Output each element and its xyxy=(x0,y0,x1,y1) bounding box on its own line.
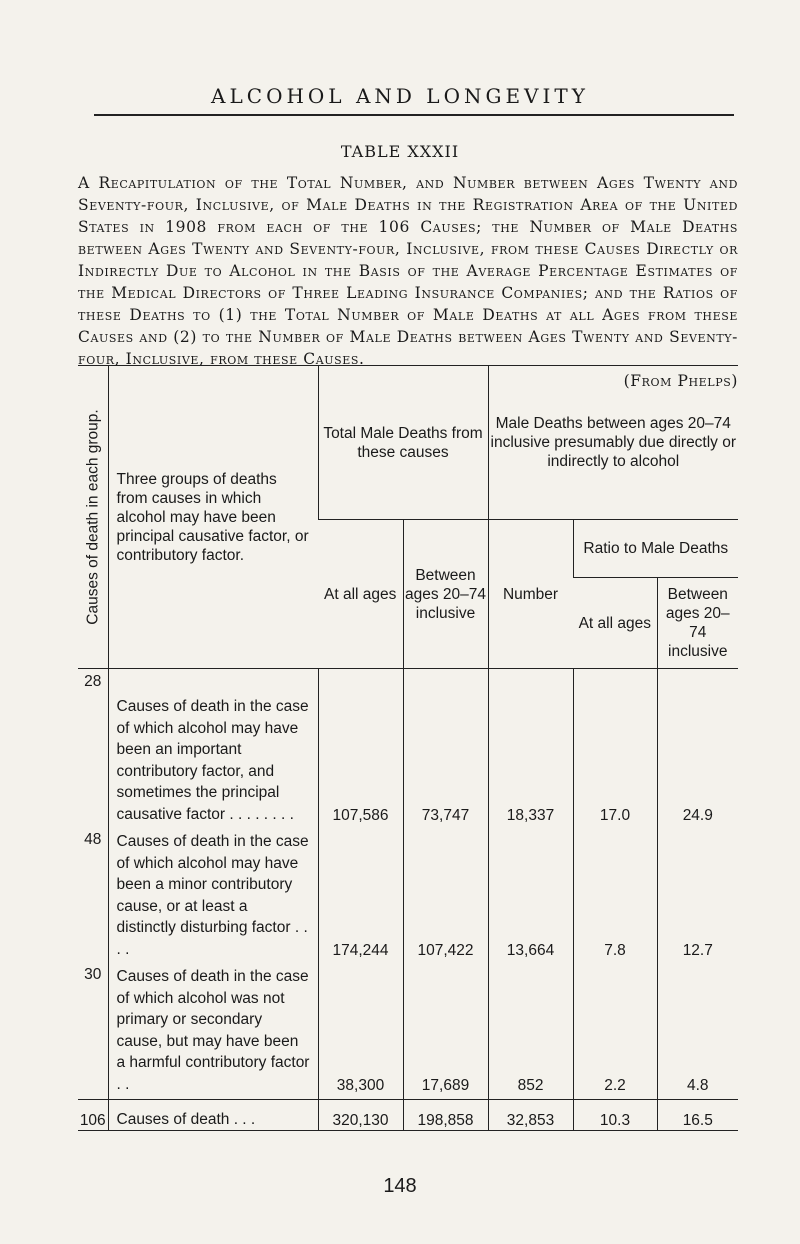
row-between: 17,689 xyxy=(403,960,488,1100)
header-row-1 xyxy=(78,366,738,520)
row-between: 73,747 xyxy=(403,669,488,826)
row-ratio-between: 24.9 xyxy=(657,669,738,826)
row-ratio-all: 7.8 xyxy=(573,825,657,960)
header-rule xyxy=(94,114,734,116)
row-all: 107,586 xyxy=(318,669,403,826)
running-head: ALCOHOL AND LONGEVITY xyxy=(211,84,589,108)
row-count: 48 xyxy=(84,831,102,848)
ratio-header: Ratio to Male Deaths xyxy=(573,520,738,578)
row-ratio-all: 17.0 xyxy=(573,669,657,826)
table-title: TABLE XXXII xyxy=(340,142,460,161)
ratio-all-header: At all ages xyxy=(573,578,657,669)
caption-text: A Recapitulation of the Total Number, and Number between Ages Twenty and Seventy-four, Inclusive, of Male Deaths in the Registration Area of the United States in 1908 from each of the 106 Causes; the Number of Male Deaths between Ages Twenty and Seventy-four, Inclusive, from these Causes Directly or Indirectly Due to Alcohol in the Basis of the Average Percentage Estimates of the Medical Directors of Three Leading Insurance Companies; and the Ratios of these Deaths to (1) the Total Number of Male Deaths at all Ages from these Causes and (2) to the Number of Male Deaths between Ages Twenty and Seventy-four, Inclusive, from these Causes. xyxy=(78,174,738,368)
total-ratio-all: 10.3 xyxy=(573,1100,657,1131)
row-count: 28 xyxy=(84,673,102,690)
total-description: Causes of death . . . xyxy=(108,1100,318,1131)
total-row xyxy=(78,1100,738,1131)
row-number: 18,337 xyxy=(488,669,573,826)
total-all: 320,130 xyxy=(318,1100,403,1131)
row-all: 174,244 xyxy=(318,825,403,960)
total-between: 198,858 xyxy=(403,1100,488,1131)
row-between: 107,422 xyxy=(403,825,488,960)
total-male-header: Total Male Deaths from these causes xyxy=(318,366,488,520)
row-count: 30 xyxy=(78,960,108,1100)
row-description: Causes of death in the case of which alcohol may have been an important contributory factor, and sometimes the principal causative factor . . . . . . . . xyxy=(108,669,318,826)
number-header: Number xyxy=(488,520,573,669)
page-number: 148 xyxy=(383,1175,417,1197)
row-ratio-all: 2.2 xyxy=(573,960,657,1100)
total-number: 32,853 xyxy=(488,1100,573,1131)
causes-count-header: Causes of death in each group. xyxy=(78,366,108,669)
ratio-between-header: Between ages 20–74 inclusive xyxy=(657,578,738,669)
row-ratio-between: 12.7 xyxy=(657,825,738,960)
groups-header: Three groups of deaths from causes in which alcohol may have been principal causative factor, or contributory factor. xyxy=(108,366,318,669)
data-table xyxy=(78,365,738,1131)
between-ages-header: Between ages 20–74 inclusive xyxy=(403,520,488,669)
total-ratio-between: 16.5 xyxy=(657,1100,738,1131)
table-row xyxy=(78,825,738,960)
table-row xyxy=(78,960,738,1100)
row-description: Causes of death in the case of which alcohol was not primary or secondary cause, but may have been a harmful contributory factor . . xyxy=(108,960,318,1100)
table-row xyxy=(78,669,738,826)
total-count: 106 xyxy=(78,1100,108,1131)
male-between-header: Male Deaths between ages 20–74 inclusive presumably due directly or indirectly to alcohol xyxy=(488,366,738,520)
row-description: Causes of death in the case of which alcohol may have been a minor contributory cause, or at least a distinctly disturbing factor . . . . xyxy=(108,825,318,960)
all-ages-header: At all ages xyxy=(318,520,403,669)
table-caption xyxy=(78,172,738,392)
row-number: 13,664 xyxy=(488,825,573,960)
row-ratio-between: 4.8 xyxy=(657,960,738,1100)
caption-source: (From Phelps) xyxy=(623,372,738,390)
row-all: 38,300 xyxy=(318,960,403,1100)
row-number: 852 xyxy=(488,960,573,1100)
